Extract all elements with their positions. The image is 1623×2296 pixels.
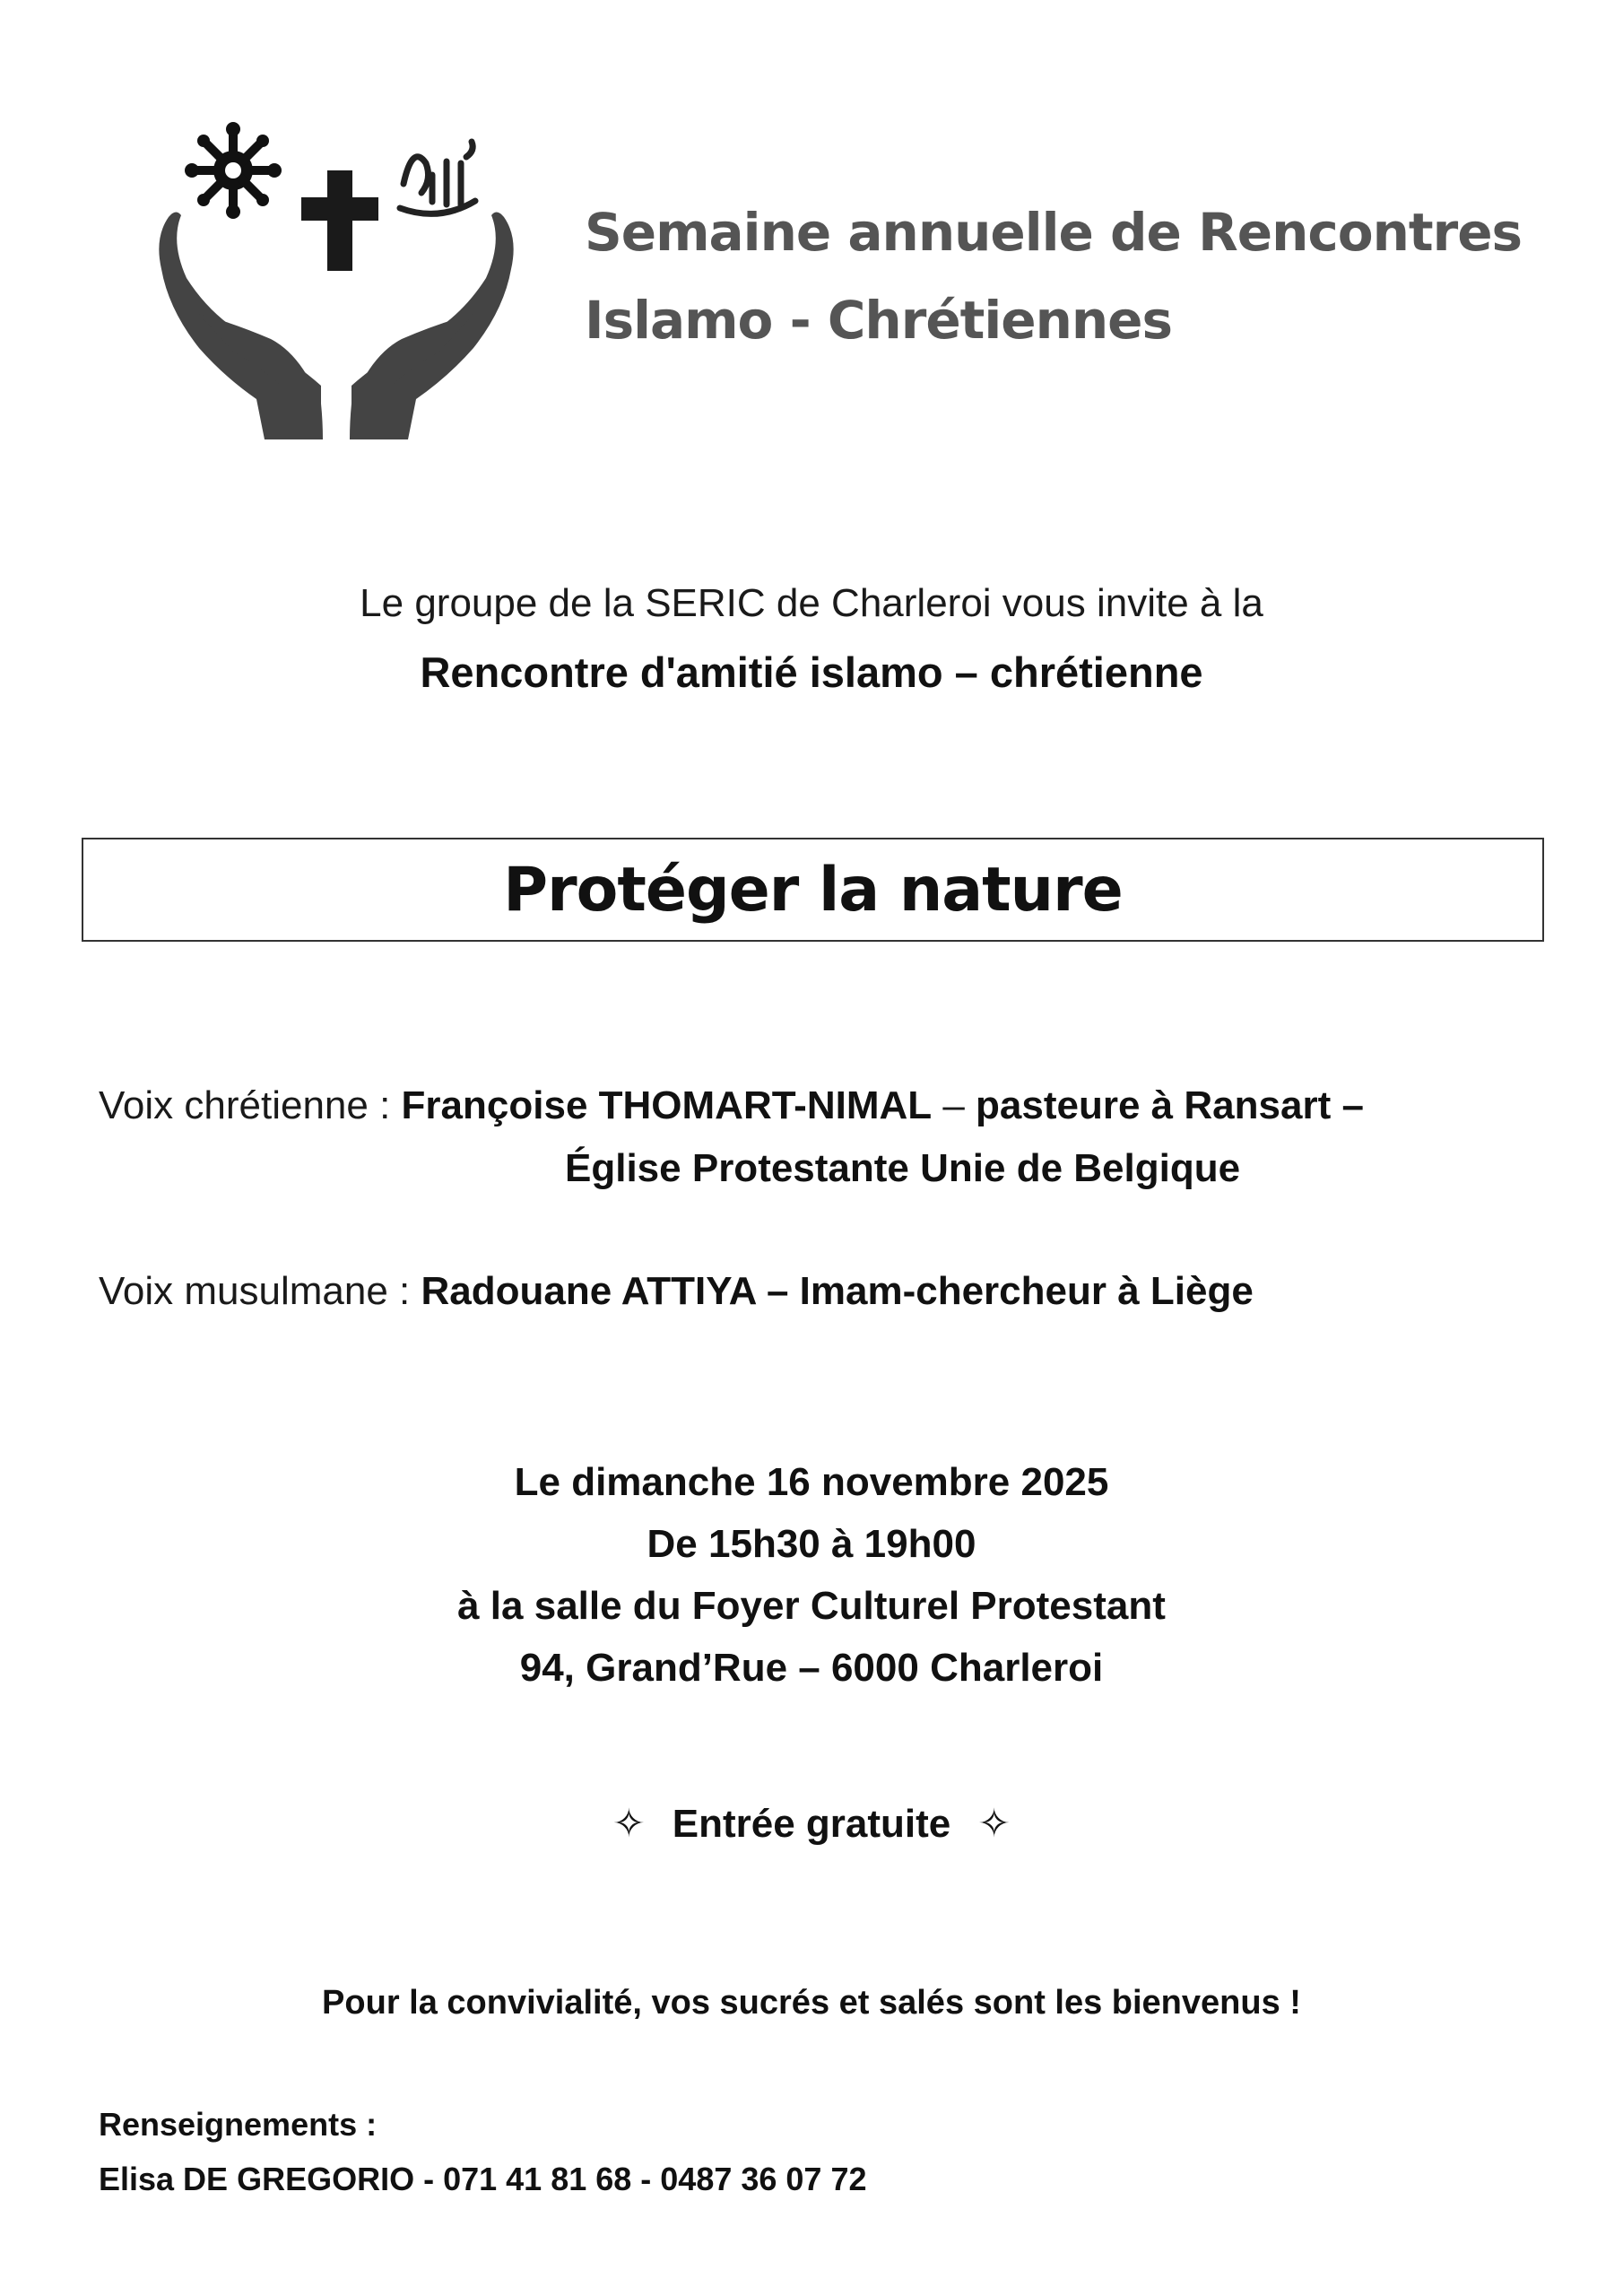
event-address: 94, Grand’Rue – 6000 Charleroi: [519, 1646, 1104, 1690]
right-hand-icon: [350, 212, 514, 439]
event-series-title-line1: Semaine annuelle de Rencontres: [585, 202, 1523, 263]
conviviality-note: Pour la convivialité, vos sucrés et salés sont les bienvenus !: [322, 1984, 1301, 2022]
christian-speaker-label: Voix chrétienne :: [99, 1083, 402, 1127]
event-series-title-line2: Islamo - Chrétiennes: [585, 290, 1173, 351]
christian-speaker-separator: –: [932, 1083, 976, 1127]
event-date: Le dimanche 16 novembre 2025: [514, 1460, 1109, 1504]
christian-speaker-role: pasteure à Ransart –: [976, 1083, 1364, 1127]
contact-line: Elisa DE GREGORIO - 071 41 81 68 - 0487 36 07 72: [99, 2161, 867, 2197]
event-details: [0, 1451, 1623, 1699]
sparkle-icon: ✧: [612, 1801, 646, 1847]
invitation-line: Le groupe de la SERIC de Charleroi vous invite à la: [360, 581, 1263, 625]
free-entry: [0, 1801, 1623, 1847]
christian-speaker-name: Françoise THOMART-NIMAL: [401, 1083, 933, 1127]
muslim-speaker: [99, 1269, 1254, 1314]
sparkle-icon: ✧: [977, 1801, 1011, 1847]
left-hand-icon: [159, 212, 323, 439]
cross-symbol-icon: [301, 170, 378, 271]
muslim-speaker-label: Voix musulmane :: [99, 1269, 421, 1313]
calligraphy-symbol-icon: [400, 142, 475, 213]
theme-title: Protéger la nature: [503, 854, 1123, 926]
snowflake-symbol-icon: [185, 122, 282, 219]
christian-speaker: [99, 1083, 1364, 1128]
event-venue: à la salle du Foyer Culturel Protestant: [457, 1584, 1166, 1628]
muslim-speaker-name: Radouane ATTIYA – Imam-chercheur à Liège: [421, 1269, 1254, 1313]
contact-info: [99, 2097, 867, 2206]
contact-heading: Renseignements :: [99, 2106, 378, 2143]
event-time: De 15h30 à 19h00: [647, 1522, 976, 1566]
theme-box: [82, 838, 1544, 942]
event-series-title: [585, 188, 1522, 364]
event-type-title: Rencontre d'amitié islamo – chrétienne: [420, 648, 1203, 696]
interfaith-hands-logo: [99, 108, 574, 475]
christian-speaker-affiliation: Église Protestante Unie de Belgique: [565, 1146, 1241, 1190]
free-entry-label: Entrée gratuite: [672, 1802, 951, 1846]
